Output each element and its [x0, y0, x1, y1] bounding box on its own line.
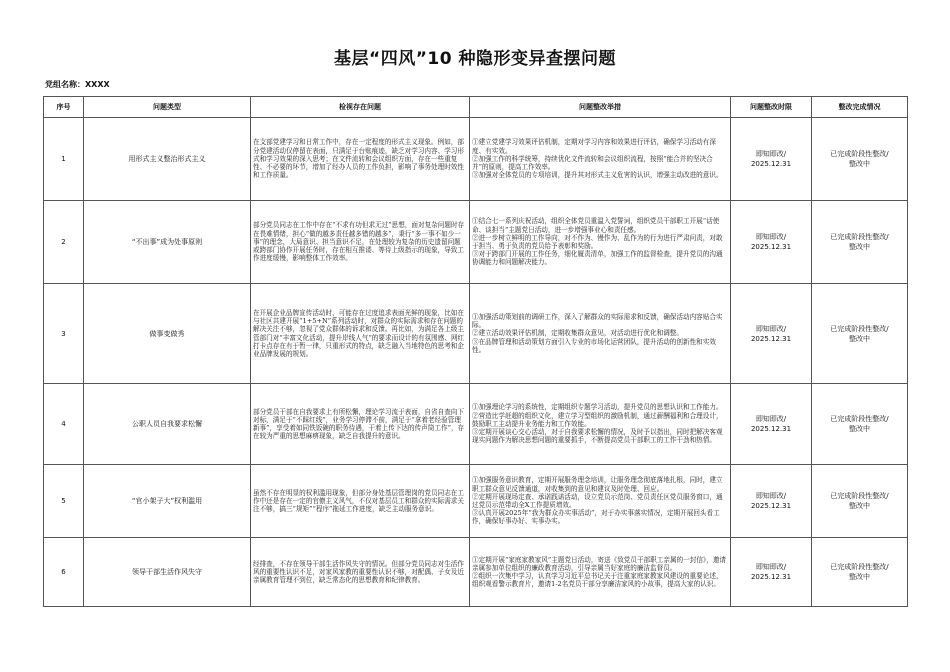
- row-number: 3: [44, 284, 84, 384]
- deadline: [731, 284, 812, 384]
- deadline-label: 即知即改/: [755, 233, 787, 241]
- problem-type: 领导干部生活作风失守: [84, 538, 251, 607]
- status-ongoing: 整改中: [849, 160, 870, 168]
- problem-description: 经排查，不存在领导干部生活作风失守的情况。但部分党员同志对生活作风的重要性认识不足，对家风家教的重要性认识不够，对配偶、子女及近亲属教育管理不到位，缺乏常态化的思想教育和纪律教育。: [251, 538, 470, 607]
- table-row: [44, 465, 908, 538]
- deadline-date: 2025.12.31: [750, 425, 792, 433]
- measure-item: ③认真开展2025年“我为群众办实事活动”，对于办实事落实情况，定期开展回头看工作，确保好事办好、实事办实。: [472, 509, 720, 526]
- measure-item: ②加强工作的科学统筹，持续优化文件流转和会议组织流程，按照“能合并的坚决合并”的原则，提高工作效率。: [472, 154, 713, 172]
- issues-table: [43, 96, 908, 607]
- problem-type: “官小架子大”权利滥用: [84, 465, 251, 538]
- completion-status: [812, 538, 908, 607]
- status-stage: 已完成阶段性整改/: [830, 324, 889, 333]
- status-stage: 已完成阶段性整改/: [830, 150, 889, 158]
- table-row: [44, 538, 908, 607]
- deadline-label: 即知即改/: [755, 150, 787, 158]
- table-header-row: [44, 97, 908, 118]
- table-row: [44, 384, 908, 465]
- measure-item: ①结合七一系列庆祝活动，组织全体党员重温入党誓词，组织党员干部职工开展“话使命、谈担当”主题党日活动，进一步增强事业心和责任感。: [472, 217, 720, 234]
- problem-type: 做事变做秀: [84, 284, 251, 384]
- deadline: [731, 538, 812, 607]
- deadline-date: 2025.12.31: [750, 160, 792, 168]
- status-stage: 已完成阶段性整改/: [830, 415, 889, 423]
- completion-status: [812, 201, 908, 284]
- row-number: 4: [44, 384, 84, 465]
- deadline-date: 2025.12.31: [750, 334, 792, 343]
- rectification-measures: [470, 384, 731, 465]
- deadline: [731, 384, 812, 465]
- table-row: [44, 201, 908, 284]
- completion-status: [812, 284, 908, 384]
- header-no: 序号: [44, 97, 84, 118]
- rectification-measures: [470, 201, 731, 284]
- status-stage: 已完成阶段性整改/: [830, 563, 889, 571]
- deadline-label: 即知即改/: [755, 324, 787, 333]
- deadline-label: 即知即改/: [755, 492, 787, 500]
- document-title: 基层“四风”10 种隐形变异查摆问题: [334, 49, 616, 69]
- measure-item: ③在品牌管理和活动策划方面引入专业的市场化运营团队，提升活动的创新性和实效性。: [472, 337, 716, 354]
- measure-item: ①加强活动策划前的调研工作，深入了解群众的实际需求和反馈，确保活动内容贴合实际。: [472, 312, 723, 330]
- problem-type: 公职人员自我要求松懈: [84, 384, 251, 465]
- measure-item: ②定期开展现场定查、承诺践诺活动，设立党员示范岗、党员责任区党员服务窗口，通过党员示范带动全X工作提质增效。: [472, 492, 723, 509]
- table-row: [44, 284, 908, 384]
- deadline-date: 2025.12.31: [750, 502, 792, 510]
- completion-status: [812, 465, 908, 538]
- measure-item: ③定期开展谈心交心活动，对于自我要求松懈的情况，及时予以指出，同时把解决客观现实问题作为解决思想问题的重要抓手，不断提高党员干部职工的工作干劲和热情。: [472, 428, 723, 445]
- measure-item: ①建立党建学习效果评估机制，定期对学习内容和效果进行评估，确保学习活动有深度、有实效。: [472, 138, 716, 155]
- completion-status: [812, 384, 908, 465]
- measure-item: ②建立活动效果评估机制，定期收集群众意见，对活动进行优化和调整。: [472, 329, 683, 338]
- measure-item: ②组织一次集中学习，认真学习习近平总书记关于注重家庭家教家风建设的重要论述，组织观看警示教育片，邀请1-2名党员干部分享廉洁家风的小故事，提高大家的认识。: [472, 572, 723, 589]
- measure-item: ①定期开展“家庭家教家风”主题党日活动，寄送《致党员干部职工亲属的一封信》，邀请亲属参加单位组织的廉政教育活动，引导亲属当好家庭的廉洁监督员。: [472, 555, 727, 572]
- row-number: 6: [44, 538, 84, 607]
- problem-description: 部分党员同志在工作中存在“不求有功但求无过”思想，面对复杂问题时存在畏难情绪，担心“做的越多责任越多错的越多”，秉行“多一事不如少一事”的理念，大局意识、担当意识不足，在处理较为复杂的历史遗留问题或跨部门协作开展任务时，存在相互推诿、等待上级指示的现象，导致工作进度缓慢，影响整体工作效率。: [251, 201, 470, 284]
- header-measures: 问题整改举措: [470, 97, 731, 118]
- measure-item: ①加强服务意识教育，定期开展服务理念培训，让服务理念彻底落地扎根，同时，建立职工群众意见反馈通道，对收集到的意见和建议及时处理、回应。: [472, 476, 723, 493]
- completion-status: [812, 118, 908, 201]
- deadline-date: 2025.12.31: [750, 573, 792, 581]
- problem-description: 部分党员干部在自我要求上有所松懈，理论学习流于表面，自省自查向下对标，满足于“不踩红线”，业务学习停滞不前，满足于“拿着老经验管理新事”，享受着如同铁饭碗的职务待遇，干着上传下达的传声筒工作”，存在较为严重的思想麻痹现象，缺乏自我提升的意识。: [251, 384, 470, 465]
- header-problem: 检视存在问题: [251, 97, 470, 118]
- deadline: [731, 465, 812, 538]
- status-ongoing: 整改中: [849, 425, 870, 433]
- row-number: 5: [44, 465, 84, 538]
- rectification-measures: [470, 465, 731, 538]
- status-stage: 已完成阶段性整改/: [830, 492, 889, 500]
- header-deadline: 问题整改时限: [731, 97, 812, 118]
- problem-description: 虽然不存在明显的权利滥用现象，但部分身处基层管理岗的党员同志在工作中还是存在一定的官僚主义风气，不仅对基层员工和群众的实际需求关注不够，搞三“规矩”“程序”拖延工作进度，缺乏主动服务意识。: [251, 465, 470, 538]
- measure-item: ③加强对全体党员的专项培训，提升其对形式主义危害的认识，增强主动改进的意识。: [472, 171, 723, 180]
- deadline: [731, 201, 812, 284]
- status-ongoing: 整改中: [849, 502, 870, 510]
- problem-type: 用形式主义整治形式主义: [84, 118, 251, 201]
- problem-type: “不出事”成为处事原则: [84, 201, 251, 284]
- status-ongoing: 整改中: [849, 573, 870, 581]
- status-stage: 已完成阶段性整改/: [830, 233, 889, 241]
- deadline: [731, 118, 812, 201]
- deadline-label: 即知即改/: [755, 563, 787, 571]
- rectification-measures: [470, 118, 731, 201]
- status-ongoing: 整改中: [849, 243, 870, 251]
- row-number: 1: [44, 118, 84, 201]
- measure-item: ③对于跨部门开展的工作任务，细化履责清单，加强工作的监督检查，提升党员的沟通协调能力和问题解决能力。: [472, 250, 723, 267]
- problem-description: 在开展企业品牌宣传活动时，可能存在过度追求表面光鲜的现象，比如在与社区共建开展“1+5+N”系列活动时，对群众的实际需求和存在问题的解决关注不够，忽视了党众群体的诉求和反馈。再比如，为满足各上级主管部门对“丰富文化活动，提升岸线人气”的要求而设计的有氛围感、网红打卡点存在有于暂一律，只重形式的特点，缺乏融入当地特色的思考和企业品牌发展的规划。: [251, 284, 470, 384]
- rectification-measures: [470, 284, 731, 384]
- measure-item: ②进一步树立鲜明的工作导向，对不作为、慢作为、乱作为的行为进行严肃问责，对敢于担当、勇于负责的党员给予表彰和奖励。: [472, 233, 723, 250]
- rectification-measures: [470, 538, 731, 607]
- problem-description: 在支部党建学习和日常工作中，存在一定程度的形式主义现象。例如，部分党建活动仅停留在表面，只满足于台账痕迹，缺乏对学习内容、学习形式和学习效果的深入思考；在文件流转和会议组织方面，存在一些重复性、不必要的环节，增加了经办人员的工作负担，影响了事务处理时效性和工作质量。: [251, 118, 470, 201]
- measure-item: ②营造比学赶超的组织文化，建立学习型组织的激励机制，通过薪酬福利和合理设计，鼓励职工主动提升业务能力和工作效能。: [472, 411, 723, 428]
- header-type: 问题类型: [84, 97, 251, 118]
- status-ongoing: 整改中: [849, 334, 870, 343]
- table-row: [44, 118, 908, 201]
- header-status: 整改完成情况: [812, 97, 908, 118]
- deadline-label: 即知即改/: [755, 415, 787, 423]
- org-name-label: 党组名称：XXXX: [45, 80, 110, 89]
- deadline-date: 2025.12.31: [750, 243, 792, 251]
- measure-item: ①加强理论学习的系统性，定期组织专题学习活动，提升党员的思想认识和工作能力。: [472, 403, 723, 412]
- row-number: 2: [44, 201, 84, 284]
